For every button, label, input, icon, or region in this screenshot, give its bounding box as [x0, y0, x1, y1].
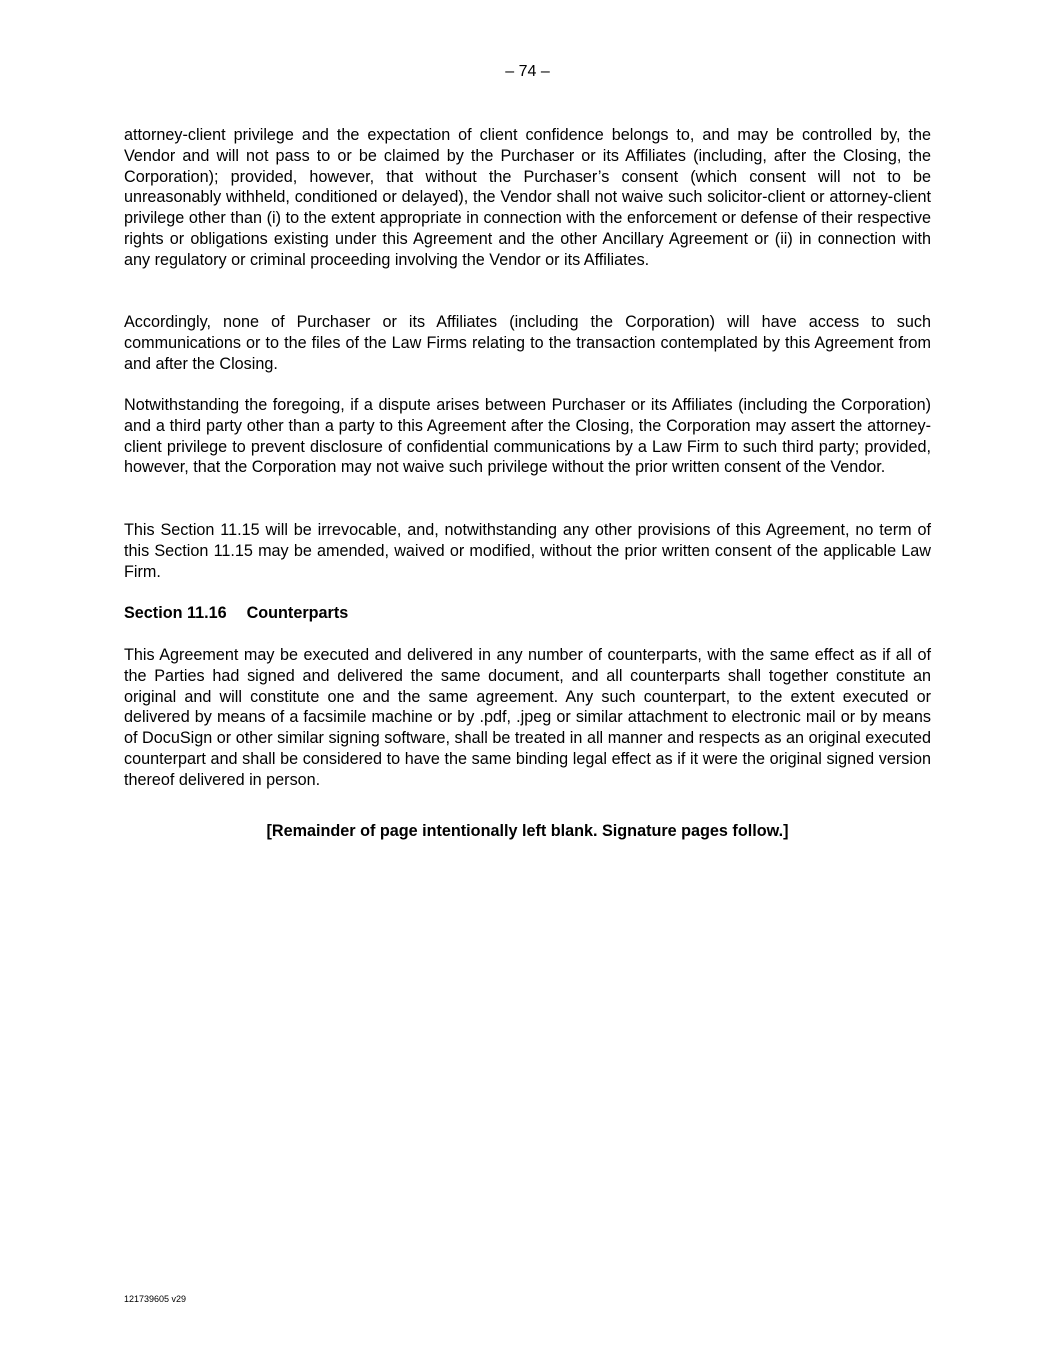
paragraph-privilege-control: attorney-client privilege and the expectation of client confidence belongs to, and may be controlled by, the Vendor and will not pass to or be claimed by the Purchaser or its Affiliates (including, after the Closing, the Corporation); provided, however, that without the Purchaser’s consent (which consent will not to be unreasonably withheld, conditioned or delayed), the Vendor shall not waive such solicitor-client or attorney-client privilege other than (i) to the extent appropriate in connection with the enforcement or defense of their respective rights or obligations existing under this Agreement and the other Ancillary Agreement or (ii) in connection with any regulatory or criminal proceeding involving the Vendor or its Affiliates. — [124, 126, 931, 269]
paragraph-third-party-dispute: Notwithstanding the foregoing, if a dispute arises between Purchaser or its Affiliates (including the Corporation) and a third party other than a party to this Agreement after the Closing, the Corporation may assert the attorney-client privilege to prevent disclosure of confidential communications by a Law Firm to such third party; provided, however, that the Corporation may not waive such privilege without the prior written consent of the Vendor. — [124, 396, 931, 477]
paragraph-counterparts: This Agreement may be executed and delivered in any number of counterparts, with the same effect as if all of the Parties had signed and delivered the same document, and all counterparts shall together constitute an original and will constitute one and the same agreement. Any such counterpart, to the extent executed or delivered by means of a facsimile machine or by .pdf, .jpeg or similar attachment to electronic mail or by means of DocuSign or other similar signing software, shall be treated in all manner and respects as an original executed counterpart and shall be considered to have the same binding legal effect as if it were the original signed version thereof delivered in person. — [124, 646, 931, 789]
page-number: – 74 – — [505, 63, 550, 80]
paragraph-no-access: Accordingly, none of Purchaser or its Affiliates (including the Corporation) will have access to such communications or to the files of the Law Firms relating to the transaction contemplated by this Agreement from and after the Closing. — [124, 313, 931, 373]
document-id: 121739605 v29 — [124, 1294, 187, 1304]
remainder-note: [Remainder of page intentionally left blank. Signature pages follow.] — [266, 822, 789, 840]
paragraph-irrevocable: This Section 11.15 will be irrevocable, and, notwithstanding any other provisions of this Agreement, no term of this Section 11.15 may be amended, waived or modified, without the prior written consent of the applicable Law Firm. — [124, 521, 931, 581]
section-title: Counterparts — [246, 604, 349, 622]
section-number: Section 11.16 — [124, 604, 227, 622]
section-heading — [124, 603, 348, 624]
